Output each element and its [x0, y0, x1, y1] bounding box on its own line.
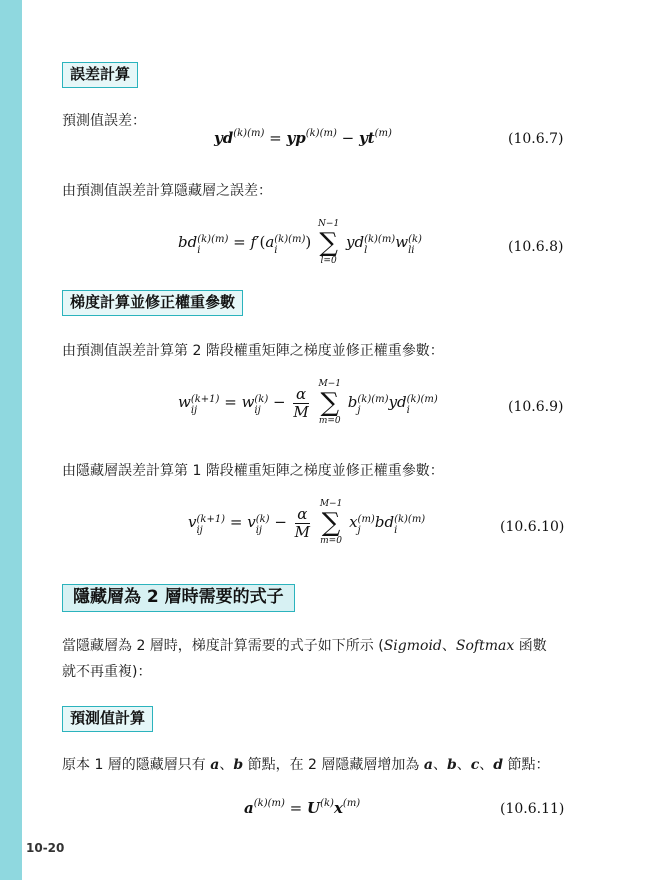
heading-prediction-calc: 預測值計算	[62, 706, 153, 732]
equation-10-6-10: v (k+1) ij = v (k) ij − $\frac{\alpha}{M}$ M−1 ∑ m=0 x (m) j bd (k)(m) i	[188, 499, 426, 546]
para-two-layers-intro: 當隱藏層為 2 層時，梯度計算需要的式子如下所示 (Sigmoid、Softmax 函數 就不再重複)：	[62, 638, 547, 680]
equation-number: (10.6.8)	[508, 239, 564, 255]
summation-symbol: M−1 ∑ m=0	[318, 379, 342, 426]
para-nodes: 原本 1 層的隱藏層只有 a、b 節點，在 2 層隱藏層增加為 a、b、c、d 節點：	[62, 757, 550, 773]
heading-gradient-update: 梯度計算並修正權重參數	[62, 290, 243, 316]
equation-10-6-9: w (k+1) ij = w (k) ij − $\frac{\alpha}{M}$ M−1 ∑ m=0 b (k)(m) j yd (k)(m) i	[178, 379, 438, 426]
equation-10-6-7: $yd^{(k)(m)} = yp^{(k)(m)} - yt^{(m)}$	[214, 128, 392, 147]
equation-10-6-8: bd (k)(m) i = f′(a (k)(m) i ) N−1 ∑ l=0 yd (k)(m) l w (k) li	[178, 219, 422, 266]
heading-two-hidden-layers: 隱藏層為 2 層時需要的式子	[62, 584, 295, 612]
para-second-stage: 由預測值誤差計算第 2 階段權重矩陣之梯度並修正權重參數：	[62, 343, 444, 359]
page-number: 10-20	[26, 841, 65, 855]
fraction-alpha-over-m: $\frac{\alpha}{M}$	[293, 384, 309, 421]
fraction-alpha-over-m: $\frac{\alpha}{M}$	[294, 504, 311, 541]
para-prediction-error: 預測值誤差：	[62, 113, 146, 129]
equation-10-6-11: $a^{(k)(m)} = U^{(k)}x^{(m)}$	[244, 798, 361, 817]
para-first-stage: 由隱藏層誤差計算第 1 階段權重矩陣之梯度並修正權重參數：	[62, 463, 444, 479]
equation-number: (10.6.9)	[508, 399, 564, 415]
equation-number: (10.6.10)	[500, 519, 565, 535]
para-hidden-error: 由預測值誤差計算隱藏層之誤差：	[62, 183, 272, 199]
equation-number: (10.6.11)	[500, 801, 565, 817]
summation-symbol: N−1 ∑ l=0	[318, 219, 340, 266]
summation-symbol: M−1 ∑ m=0	[319, 499, 343, 546]
side-strip	[0, 0, 22, 880]
equation-number: (10.6.7)	[508, 131, 564, 147]
heading-error-calc: 誤差計算	[62, 62, 138, 88]
